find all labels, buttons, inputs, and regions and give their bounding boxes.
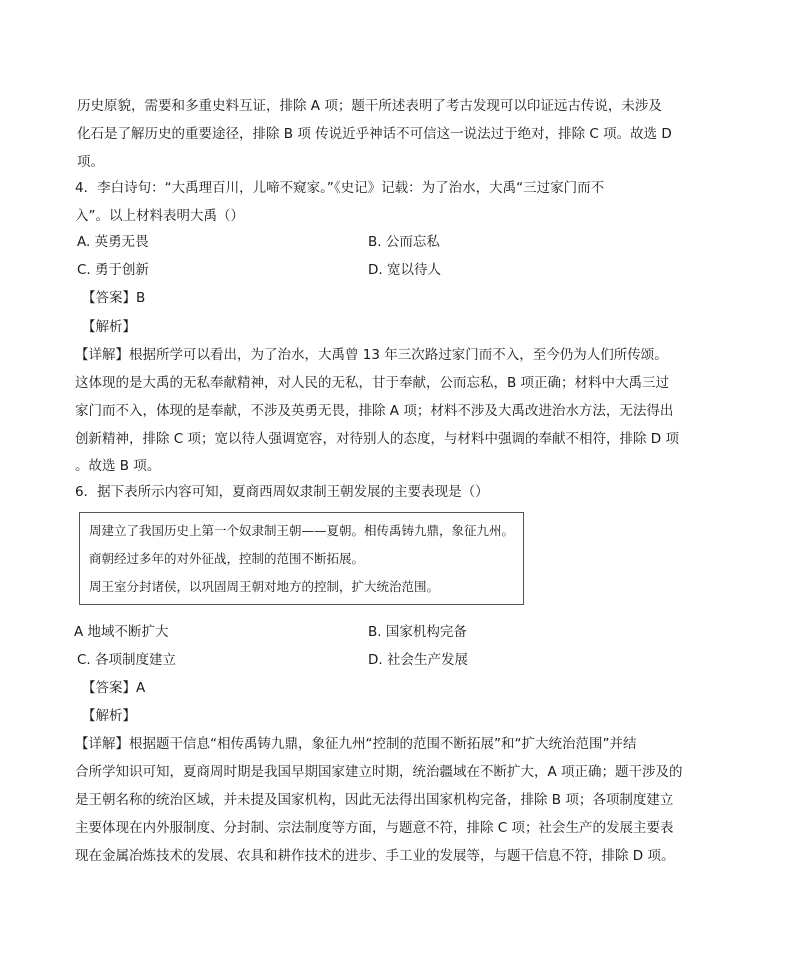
table-row: 商朝经过多年的对外征战，控制的范围不断拓展。 [89, 551, 365, 566]
q6-detail-line-5: 现在金属冶炼技术的发展、农具和耕作技术的进步、手工业的发展等，与题干信息不符，排除 D 项。 [75, 848, 675, 864]
q4-option-a: A. 英勇无畏 [77, 234, 149, 250]
q6-detail-line-2: 合所学知识可知，夏商周时期是我国早期国家建立时期，统治疆域在不断扩大，A 项正确；题干涉及的 [75, 764, 683, 780]
q4-analysis-title: 【解析】 [82, 319, 136, 335]
q4-option-b: B. 公而忘私 [368, 234, 440, 250]
q6-answer: 【答案】A [82, 680, 146, 696]
q4-detail-line-5: 。故选 B 项。 [75, 458, 161, 474]
q6-stem: 6．据下表所示内容可知，夏商西周奴隶制王朝发展的主要表现是（） [75, 484, 489, 500]
q3-tail-line-1: 历史原貌，需要和多重史料互证，排除 A 项；题干所述表明了考古发现可以印证远古传说，未涉及 [77, 98, 662, 114]
q6-option-a: A 地域不断扩大 [74, 624, 169, 640]
q6-analysis-title: 【解析】 [82, 708, 136, 724]
q6-detail-line-4: 主要体现在内外服制度、分封制、宗法制度等方面，与题意不符，排除 C 项；社会生产的发展主要表 [75, 820, 674, 836]
q4-answer: 【答案】B [82, 290, 146, 306]
table-row: 周建立了我国历史上第一个奴隶制王朝——夏朝。相传禹铸九鼎，象征九州。 [89, 523, 515, 538]
q4-detail-line-4: 创新精神，排除 C 项；宽以待人强调宽容，对待别人的态度，与材料中强调的奉献不相符，排除 D 项 [75, 431, 679, 447]
q6-option-b: B. 国家机构完备 [368, 624, 467, 640]
q6-material-table [79, 512, 524, 605]
q4-stem-line-1: 4．李白诗句：“大禹理百川，儿啼不窥家。”《史记》记载：为了治水，大禹“三过家门而不 [75, 180, 605, 196]
q6-option-d: D. 社会生产发展 [368, 652, 468, 668]
q3-tail-line-3: 项。 [77, 154, 104, 170]
q6-detail-line-1: 【详解】根据题干信息“相传禹铸九鼎，象征九州“控制的范围不断拓展”和“扩大统治范围”并结 [75, 736, 637, 752]
q4-option-d: D. 宽以待人 [368, 262, 441, 278]
q4-detail-line-2: 这体现的是大禹的无私奉献精神，对人民的无私，甘于奉献，公而忘私，B 项正确；材料中大禹三过 [75, 375, 670, 391]
q6-option-c: C. 各项制度建立 [77, 652, 177, 668]
q4-option-c: C. 勇于创新 [77, 262, 150, 278]
q6-detail-line-3: 是王朝名称的统治区域，并未提及国家机构，因此无法得出国家机构完备，排除 B 项；各项制度建立 [75, 792, 674, 808]
q4-detail-line-3: 家门而不入，体现的是奉献，不涉及英勇无畏，排除 A 项；材料不涉及大禹改进治水方法，无法得出 [75, 403, 674, 419]
table-row: 周王室分封诸侯，以巩固周王朝对地方的控制，扩大统治范围。 [89, 579, 440, 594]
q3-tail-line-2: 化石是了解历史的重要途径，排除 B 项 传说近乎神话不可信这一说法过于绝对，排除 C 项。故选 D [77, 126, 672, 142]
q4-stem-line-2: 入”。以上材料表明大禹（） [75, 208, 244, 224]
q4-detail-line-1: 【详解】根据所学可以看出，为了治水，大禹曾 13 年三次路过家门而不入，至今仍为人们所传颂。 [75, 347, 668, 363]
